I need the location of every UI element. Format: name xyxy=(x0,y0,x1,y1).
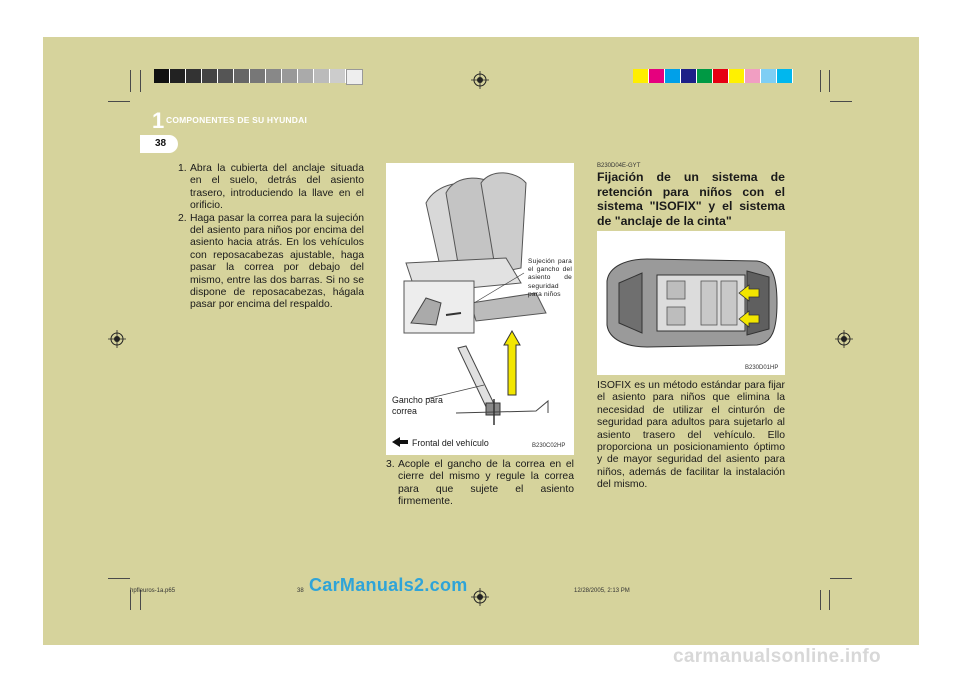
crop-mark xyxy=(130,70,131,92)
section-heading: Fijación de un sistema de retención para niños con el sistema "ISOFIX" y el sistema de "anclaje de la cinta" xyxy=(597,170,785,228)
registration-mark-icon xyxy=(108,330,126,348)
watermark-carmanualsonline: carmanualsonline.info xyxy=(673,646,881,667)
isofix-figure xyxy=(597,231,785,375)
left-column xyxy=(178,163,364,312)
list-text: Haga pasar la correa para la sujeción del asiento para niños por encima del asiento hacia atrás. En los vehículos con reposacabezas ajustable, haga pasar la correa por debajo del mismo, entre las dos barras. Si no se dispone de reposacabezas, hágala pasar por encima del respaldo. xyxy=(190,212,364,311)
registration-mark-icon xyxy=(471,71,489,89)
crop-mark xyxy=(829,590,830,610)
crop-mark xyxy=(820,590,821,610)
list-text: Acople el gancho de la correa en el cierre del mismo y regule la correa para que sujete el asiento firmemente. xyxy=(398,459,574,508)
list-text: Abra la cubierta del anclaje situada en el suelo, detrás del asiento trasero, introduciendo la llave en el orificio. xyxy=(190,163,364,212)
list-item xyxy=(386,459,574,509)
crop-mark xyxy=(830,101,852,102)
figure-code: B230D01HP xyxy=(745,365,779,371)
isofix-paragraph: ISOFIX es un método estándar para fijar el asiento para niños que elimina la necesidad de utilizar el cinturón de seguridad para adultos para sujetarlo al asiento trasero del vehículo. Ello proporciona un posicionamiento óptimo y de mayor seguridad del asiento para niños, además de facilitar la instalación del mismo. xyxy=(597,380,785,491)
chapter-number: 1 xyxy=(152,108,165,133)
crop-mark xyxy=(108,101,130,102)
list-item xyxy=(178,213,364,312)
list-item xyxy=(178,163,364,213)
vehicle-front-label: Frontal del vehículo xyxy=(412,438,489,448)
vehicle-top-view-illustration xyxy=(597,231,785,375)
section-code: B230D04E-GYT xyxy=(597,163,641,169)
crop-mark xyxy=(820,70,821,92)
list-number: 1. xyxy=(178,163,187,174)
grayscale-bar xyxy=(154,69,363,83)
crop-mark xyxy=(108,578,130,579)
color-bar xyxy=(633,69,793,83)
tether-anchor-figure xyxy=(386,163,574,455)
footer-page: 38 xyxy=(297,588,304,594)
crop-mark xyxy=(829,70,830,92)
figure-code: B230C02HP xyxy=(532,443,566,449)
footer-date: 12/28/2005, 2:13 PM xyxy=(574,588,630,594)
watermark-carmanuals2: CarManuals2.com xyxy=(309,575,468,595)
list-number: 2. xyxy=(178,212,187,224)
registration-mark-icon xyxy=(835,330,853,348)
page-number: 38 xyxy=(155,138,167,149)
list-number: 3. xyxy=(386,459,395,470)
chapter-title: COMPONENTES DE SU HYUNDAI xyxy=(166,115,308,125)
hook-anchor-label: Sujeción para el gancho del asiento de seguridad para niños xyxy=(528,258,572,298)
crop-mark xyxy=(140,70,141,92)
registration-mark-icon xyxy=(471,588,489,606)
footer-file: hpfleuros-1a.p65 xyxy=(130,588,176,594)
center-column xyxy=(386,459,574,509)
strap-hook-label: Gancho para correa xyxy=(392,395,443,416)
crop-mark xyxy=(830,578,852,579)
